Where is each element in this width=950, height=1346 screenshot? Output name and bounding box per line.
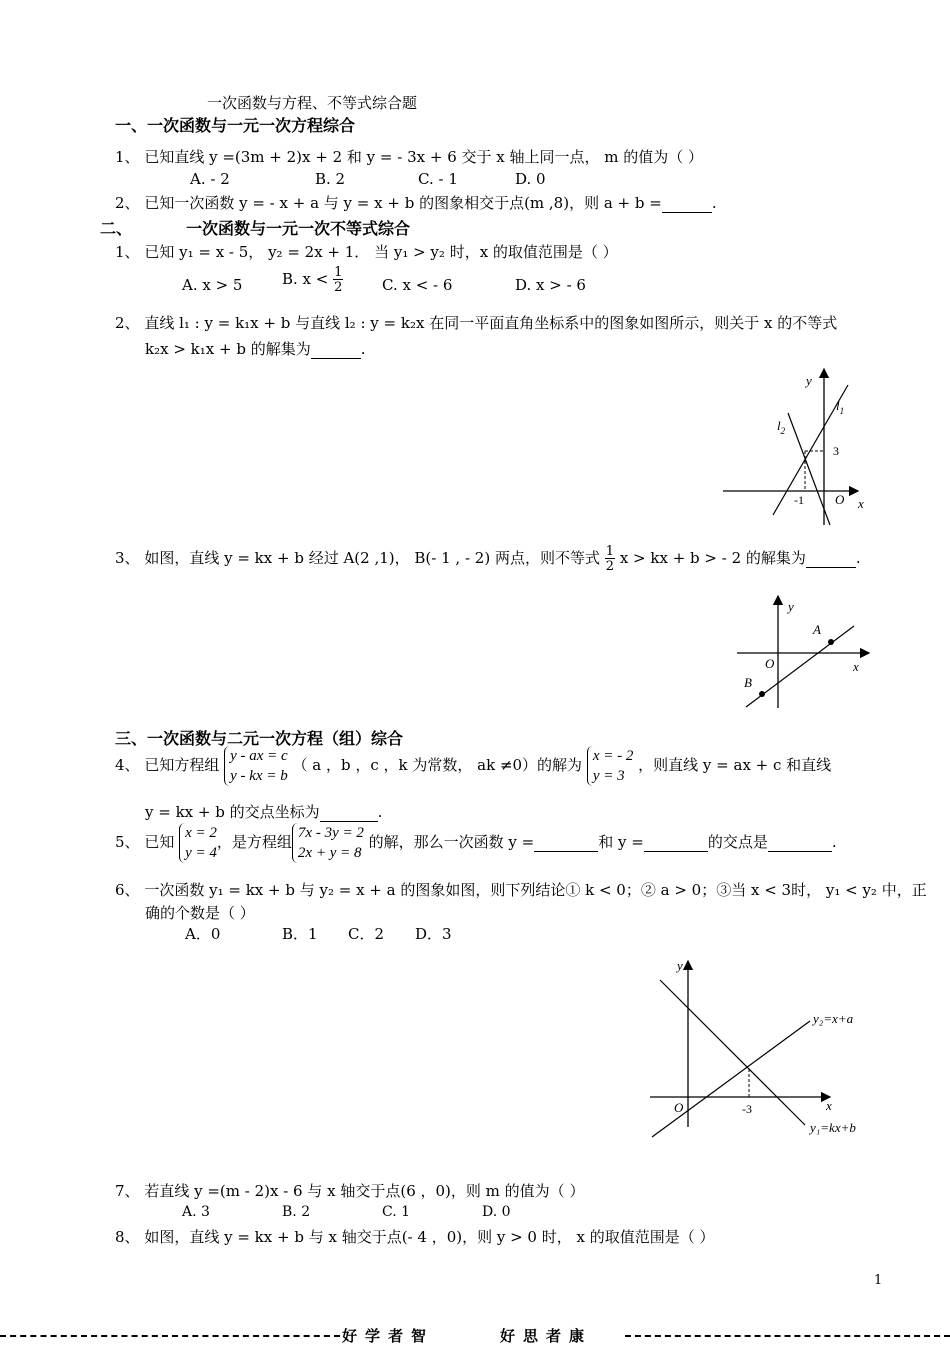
punct: .	[711, 194, 717, 212]
question-text: 若直线 y =(m - 2)x - 6 与 x 轴交于点(6 ，0)，则 m 的值为（ ）	[144, 1182, 585, 1200]
question-text-a: 如图，直线 y = kx + b 经过 A(2 ,1)， B(- 1 , - 2) 两点，则不等式	[144, 549, 600, 567]
punct: .	[360, 340, 366, 358]
question-text: k₂x > k₁x + b 的解集为	[145, 340, 311, 358]
question-number: 1、	[115, 243, 140, 261]
y1-label: y₁=kx+b	[810, 1120, 856, 1135]
sol-1: x = - 2	[592, 748, 634, 764]
question-text: 已知直线 y =(3m + 2)x + 2 和 y = - 3x + 6 交于 x 轴上同一点， m 的值为（ ）	[144, 148, 704, 166]
question-text: 已知一次函数 y = - x + a 与 y = x + b 的图象相交于点(m ,8)，则 a + b =	[144, 194, 662, 212]
question-text: 的解，那么一次函数 y =	[368, 833, 535, 851]
graph-l1-l2	[718, 365, 868, 530]
fraction-one-half	[333, 266, 343, 294]
question-text: y = kx + b 的交点坐标为	[145, 803, 320, 821]
q3-7	[115, 1180, 584, 1201]
solution-system	[587, 746, 634, 786]
point-a	[828, 639, 834, 645]
eq-1: y - ax = c	[230, 748, 288, 764]
x-label: x	[858, 496, 864, 511]
question-number: 3、	[115, 549, 140, 567]
section-2-heading: 一次函数与一元一次不等式综合	[186, 219, 411, 238]
q1-1-option-b: B. 2	[315, 170, 346, 188]
question-number: 4、	[115, 756, 140, 774]
question-number: 6、	[115, 881, 140, 899]
option-b-text: B. x <	[282, 270, 329, 288]
q2-1-option-c: C. x < - 6	[382, 276, 453, 294]
point-b	[759, 691, 765, 697]
answer-blank-3[interactable]	[768, 833, 832, 852]
l2-label	[777, 418, 786, 436]
eq-2: y - kx = b	[230, 768, 288, 784]
punct: .	[855, 549, 861, 567]
sol-2: y = 4	[185, 845, 217, 861]
origin-label: O	[674, 1100, 684, 1115]
answer-blank[interactable]	[662, 194, 712, 213]
answer-blank[interactable]	[311, 340, 361, 359]
l1-label	[836, 398, 844, 416]
q3-8	[115, 1226, 715, 1247]
y-label: y	[677, 958, 683, 973]
page-title: 一次函数与方程、不等式综合题	[207, 94, 418, 112]
y-label: y	[806, 373, 812, 388]
question-text: 一次函数 y₁ = kx + b 与 y₂ = x + a 的图象如图，则下列结论① k < 0；② a > 0；③当 x < 3时， y₁ < y₂ 中，正	[144, 881, 927, 899]
sol-1: x = 2	[185, 825, 217, 841]
y2-label: y₂=x+a	[813, 1011, 854, 1026]
q3-6-line2: 确的个数是（ ）	[145, 904, 255, 922]
q3-4-line2	[145, 801, 382, 822]
question-text: 已知方程组	[144, 756, 220, 774]
x-label: x	[853, 659, 859, 674]
q3-6	[115, 879, 927, 900]
x-label: x	[826, 1098, 832, 1113]
b-label: B	[744, 675, 752, 690]
q2-3	[115, 545, 861, 573]
frac-num: 1	[334, 265, 343, 280]
q1-1-option-d: D. 0	[515, 170, 546, 188]
answer-blank[interactable]	[806, 549, 856, 568]
footer-motto-right: 好思者康	[500, 1327, 593, 1345]
l1-l: l	[836, 398, 840, 413]
answer-blank-1[interactable]	[534, 833, 598, 852]
tick-minus-1: -1	[794, 493, 804, 507]
frac-den: 2	[605, 559, 615, 574]
q2-1	[115, 241, 618, 262]
q3-6-option-d: D．3	[415, 925, 452, 943]
question-text: 已知	[144, 833, 175, 851]
page-number: 1	[874, 1273, 883, 1288]
footer-rule-left	[0, 1335, 340, 1337]
frac-num: 1	[605, 544, 615, 559]
question-number: 5、	[115, 833, 140, 851]
tick-3: 3	[833, 444, 839, 458]
question-number: 8、	[115, 1228, 140, 1246]
eq-2: 2x + y = 8	[297, 845, 362, 861]
question-number: 2、	[115, 314, 140, 332]
question-text-b: x > kx + b > - 2 的解集为	[619, 549, 806, 567]
q3-6-option-a: A．0	[185, 925, 221, 943]
a-label: A	[813, 622, 821, 637]
origin-label: O	[765, 656, 775, 671]
question-text: 和 y =	[598, 833, 644, 851]
q3-5	[115, 823, 837, 863]
q2-1-option-a: A. x > 5	[182, 276, 243, 294]
q2-2-line2	[145, 338, 366, 359]
q1-1-option-c: C. - 1	[418, 170, 458, 188]
fraction-one-half	[605, 545, 615, 573]
question-text: 的交点是	[707, 833, 768, 851]
q3-6-option-b: B．1	[282, 925, 318, 943]
q3-4	[115, 746, 831, 786]
eq-1: 7x - 3y = 2	[297, 825, 364, 841]
y-label: y	[788, 599, 794, 614]
footer-rule-right	[625, 1335, 950, 1337]
given-solution	[179, 823, 217, 863]
answer-blank-2[interactable]	[644, 833, 708, 852]
equation-system	[292, 823, 364, 863]
footer-motto-left: 好学者智	[342, 1327, 435, 1345]
question-number: 7、	[115, 1182, 140, 1200]
q3-6-option-c: C．2	[348, 925, 385, 943]
l2-sub: 2	[780, 426, 786, 436]
sol-2: y = 3	[592, 768, 625, 784]
q3-7-option-d: D. 0	[482, 1204, 511, 1220]
q3-7-option-c: C. 1	[382, 1204, 411, 1220]
q2-2	[115, 312, 837, 333]
tick-minus-3: -3	[742, 1102, 752, 1116]
l2-l: l	[777, 418, 781, 433]
section-2-heading-number: 二、	[100, 219, 133, 238]
answer-blank[interactable]	[320, 803, 378, 822]
question-text: （ a ，b ，c ，k 为常数， ak ≠0）的解为	[292, 756, 583, 774]
q3-7-option-a: A. 3	[182, 1204, 210, 1220]
punct: .	[831, 833, 837, 851]
q2-1-option-d: D. x > - 6	[515, 276, 586, 294]
question-text: 已知 y₁ = x - 5， y₂ = 2x + 1． 当 y₁ > y₂ 时，x 的取值范围是（ ）	[144, 243, 618, 261]
section-1-heading: 一、一次函数与一元一次方程综合	[115, 116, 356, 135]
equation-system	[224, 746, 288, 786]
q1-1	[115, 146, 703, 167]
q3-7-option-b: B. 2	[282, 1204, 311, 1220]
line-y2	[652, 1021, 810, 1137]
question-text: ，是方程组	[216, 833, 292, 851]
section-3-heading: 三、一次函数与二元一次方程（组）综合	[115, 729, 404, 748]
punct: .	[377, 803, 383, 821]
graph-y1-y2	[645, 955, 875, 1140]
frac-den: 2	[334, 280, 343, 295]
q1-1-option-a: A. - 2	[190, 170, 230, 188]
question-text: 如图，直线 y = kx + b 与 x 轴交于点(- 4 ，0)，则 y > 0 时， x 的取值范围是（ ）	[144, 1228, 715, 1246]
question-text: 直线 l₁ : y = k₁x + b 与直线 l₂ : y = k₂x 在同一平面直角坐标系中的图象如图所示，则关于 x 的不等式	[144, 314, 838, 332]
question-number: 2、	[115, 194, 140, 212]
l1-sub: 1	[839, 406, 845, 416]
question-number: 1、	[115, 148, 140, 166]
origin-label: O	[835, 492, 845, 507]
q1-2	[115, 192, 717, 213]
q2-1-option-b	[282, 266, 343, 294]
graph-line-ab	[732, 593, 872, 713]
question-text: ，则直线 y = ax + c 和直线	[638, 756, 832, 774]
